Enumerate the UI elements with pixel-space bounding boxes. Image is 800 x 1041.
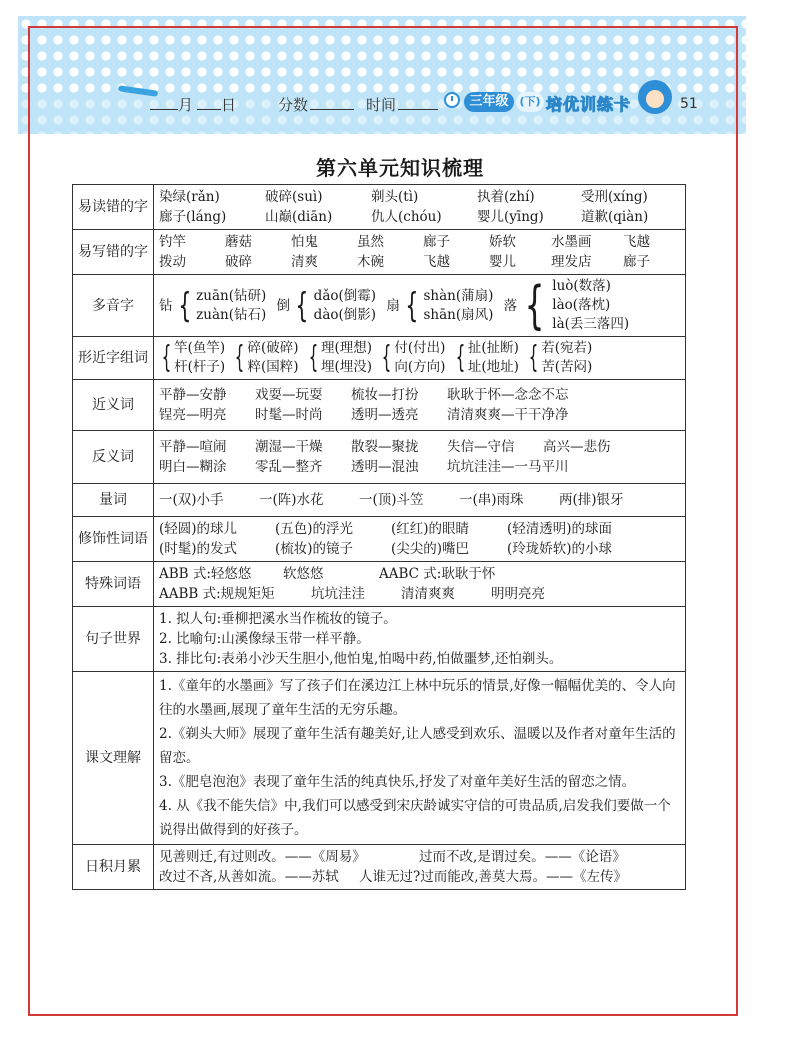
list-line	[159, 405, 680, 425]
list-item: shàn(蒲扇)	[423, 287, 494, 304]
list-item: 剃头(tì)	[371, 189, 419, 205]
row-content	[154, 275, 686, 337]
polyphone-char: 倒	[276, 297, 291, 314]
category-label: 形近字组词	[73, 337, 154, 380]
list-item: 粹(国粹)	[247, 359, 299, 375]
table-row-easy-read	[73, 185, 686, 230]
list-item: 一(双)小手	[159, 492, 224, 508]
page-number: 51	[680, 96, 698, 112]
table-row-similar-shape	[73, 337, 686, 380]
list-item: 耿耿于怀—念念不忘	[447, 387, 569, 403]
list-item: 两(排)银牙	[559, 492, 624, 508]
brace-icon: {	[308, 340, 319, 375]
table-row-measure-words	[73, 484, 686, 517]
list-line	[159, 437, 680, 457]
row-content	[154, 484, 686, 517]
list-item: AABC 式:耿耿于怀	[379, 566, 496, 582]
list-item: 时髦—时尚	[255, 407, 323, 423]
list-item: dǎo(倒霉)	[313, 287, 377, 304]
day-label: 日	[221, 96, 237, 114]
row-content	[154, 185, 686, 230]
brace-icon: {	[528, 340, 539, 375]
list-item: 1.《童年的水墨画》写了孩子们在溪边江上林中玩乐的情景,好像一幅幅优美的、令人向往的水墨画,展现了童年生活的无穷乐趣。	[159, 678, 676, 718]
list-item: 锃亮—明亮	[159, 407, 227, 423]
list-item: 散裂—聚拢	[351, 439, 419, 455]
list-item: 怕鬼	[291, 234, 318, 250]
category-label: 修饰性词语	[73, 517, 154, 562]
list-item: 飞越	[623, 234, 650, 250]
list-line	[159, 207, 680, 227]
list-item: 木碗	[357, 254, 384, 270]
category-label: 多音字	[73, 275, 154, 337]
row-content	[154, 845, 686, 890]
list-item: 执着(zhí)	[477, 189, 535, 205]
list-item: 飞越	[423, 254, 450, 270]
brand-title: 培优训练卡	[546, 95, 632, 114]
brace-icon: {	[455, 340, 466, 375]
row-content	[154, 607, 686, 672]
char-pair	[379, 339, 445, 377]
list-item: 向(方向)	[394, 359, 446, 375]
list-item: 道歉(qiàn)	[581, 209, 649, 225]
month-label: 月	[178, 96, 194, 114]
list-item: 婴儿(yīng)	[477, 209, 544, 225]
page-title: 第六单元知识梳理	[316, 156, 484, 180]
list-item: 娇软	[489, 234, 516, 250]
list-item: 竿(鱼竿)	[174, 340, 226, 356]
list-item: 一(串)雨珠	[459, 492, 524, 508]
list-item: 明明亮亮	[491, 586, 545, 602]
list-item: 廊子	[423, 234, 450, 250]
list-item: 透明—混浊	[351, 459, 419, 475]
list-item: 潮湿—干燥	[255, 439, 323, 455]
list-item: (时髦)的发式	[159, 541, 238, 557]
list-item: ABB 式:轻悠悠	[159, 566, 252, 582]
row-content	[154, 672, 686, 845]
list-item: 廊子	[623, 254, 650, 270]
list-item: 3.《肥皂泡泡》表现了童年生活的纯真快乐,抒发了对童年美好生活的留恋之情。	[159, 774, 636, 790]
list-item: 一(顶)斗笠	[359, 492, 424, 508]
list-item: (轻圆)的球儿	[159, 521, 238, 537]
list-item: 破碎(suì)	[265, 189, 323, 205]
list-item: lào(落枕)	[552, 297, 611, 313]
polyphone-group	[504, 277, 630, 334]
time-label: 时间	[366, 96, 397, 114]
list-item: 婴儿	[489, 254, 516, 270]
list-line	[159, 187, 680, 207]
list-item: AABB 式:规规矩矩	[159, 586, 275, 602]
brace-icon: {	[295, 285, 309, 326]
list-item: 软悠悠	[283, 566, 324, 582]
list-item: 1. 拟人句:垂柳把溪水当作梳妆的镜子。	[159, 611, 397, 627]
list-item: 4. 从《我不能失信》中,我们可以感受到宋庆龄诚实守信的可贵品质,启发我们要做一个说得出做得到的好孩子。	[159, 798, 671, 838]
list-item: 受刑(xíng)	[581, 189, 648, 205]
list-item: 梳妆—打扮	[351, 387, 419, 403]
score-label: 分数	[278, 96, 309, 114]
table-row-polyphonic	[73, 275, 686, 337]
list-item: 人谁无过?过而能改,善莫大焉。——《左传》	[359, 869, 628, 885]
list-item: luò(数落)	[552, 278, 611, 294]
list-item: 廊子(láng)	[159, 209, 227, 225]
list-item: 理发店	[551, 254, 592, 270]
volume-pill: (下)	[516, 92, 544, 112]
list-item: 改过不吝,从善如流。——苏轼	[159, 869, 339, 885]
category-label: 课文理解	[73, 672, 154, 845]
char-pair	[232, 339, 298, 377]
brace-icon: {	[382, 340, 392, 375]
list-item: 明白—糊涂	[159, 459, 227, 475]
list-item: 2.《剃头大师》展现了童年生活有趣美好,让人感受到欢乐、温暖以及作者对童年生活的留恋。	[159, 726, 676, 766]
list-item: shān(扇风)	[423, 306, 494, 323]
list-item: 零乱—整齐	[255, 459, 323, 475]
table-row-easy-write	[73, 230, 686, 275]
list-item: 透明—透亮	[351, 407, 419, 423]
list-item: 失信—守信	[447, 439, 515, 455]
list-item: zuàn(钻石)	[196, 306, 267, 323]
list-item: (尖尖的)嘴巴	[391, 541, 470, 557]
row-content	[154, 517, 686, 562]
category-label: 易写错的字	[73, 230, 154, 275]
table-row-sentences	[73, 607, 686, 672]
category-label: 易读错的字	[73, 185, 154, 230]
list-line	[159, 457, 680, 477]
list-item: 高兴—悲伤	[543, 439, 611, 455]
grade-pill: 三年级	[464, 92, 514, 112]
polyphone-char: 落	[503, 297, 518, 314]
list-item: 过而不改,是谓过矣。——《论语》	[419, 849, 626, 865]
list-item: (玲珑娇软)的小球	[507, 541, 613, 557]
brace-icon: {	[177, 285, 191, 326]
category-label: 特殊词语	[73, 562, 154, 607]
list-line	[159, 847, 680, 867]
list-item: 坑坑洼洼	[311, 586, 365, 602]
list-item: 理(理想)	[320, 340, 373, 356]
list-item: 扯(扯断)	[467, 340, 519, 356]
list-item: 虽然	[357, 234, 384, 250]
list-item: 水墨画	[551, 234, 592, 250]
table-row-synonyms	[73, 380, 686, 431]
list-item: 清清爽爽	[401, 586, 455, 602]
list-item: 蘑菇	[225, 234, 252, 250]
list-item: dào(倒影)	[313, 306, 377, 323]
brace-icon: {	[235, 340, 245, 375]
row-content	[154, 337, 686, 380]
char-pair	[159, 339, 225, 377]
list-item: (梳妆)的镜子	[275, 541, 354, 557]
table-row-antonyms	[73, 431, 686, 484]
list-item: 一(阵)水花	[259, 492, 324, 508]
polyphone-group	[386, 287, 493, 325]
list-item: 若(宛若)	[541, 340, 593, 356]
row-content	[154, 562, 686, 607]
list-item: (五色)的浮光	[275, 521, 354, 537]
char-pair	[526, 339, 592, 377]
list-line	[159, 385, 680, 405]
list-item: zuān(钻研)	[196, 287, 267, 304]
list-line	[159, 252, 680, 272]
list-item: 平静—喧闹	[159, 439, 227, 455]
table-row-daily-accumulation	[73, 845, 686, 890]
list-line	[159, 539, 680, 559]
row-content	[154, 380, 686, 431]
list-line	[159, 519, 680, 539]
list-item: 染绿(rǎn)	[159, 189, 220, 205]
row-content	[154, 230, 686, 275]
list-item: 苦(苦闷)	[541, 359, 593, 375]
row-content	[154, 431, 686, 484]
list-line	[159, 232, 680, 252]
list-item: là(丢三落四)	[552, 316, 630, 332]
list-item: 破碎	[225, 254, 252, 270]
brace-icon: {	[161, 340, 172, 375]
list-item: 坑坑洼洼—一马平川	[447, 459, 569, 475]
category-label: 反义词	[73, 431, 154, 484]
list-item: 拨动	[159, 254, 186, 270]
knowledge-table	[72, 184, 686, 890]
polyphone-group	[159, 287, 266, 325]
list-item: 清爽	[291, 254, 318, 270]
char-pair	[453, 339, 519, 377]
polyphone-char: 钻	[159, 297, 173, 314]
category-label: 近义词	[73, 380, 154, 431]
list-item: (轻清透明)的球面	[507, 521, 613, 537]
table-row-special-words	[73, 562, 686, 607]
list-line	[159, 867, 680, 887]
list-item: 3. 排比句:表弟小沙天生胆小,他怕鬼,怕喝中药,怕做噩梦,还怕剃头。	[159, 651, 563, 667]
list-line	[159, 584, 680, 604]
list-item: 山巅(diān)	[265, 209, 333, 225]
list-item: 埋(埋没)	[320, 359, 373, 375]
list-line	[159, 564, 680, 584]
table-row-comprehension	[73, 672, 686, 845]
list-item: 2. 比喻句:山溪像绿玉带一样平静。	[159, 631, 370, 647]
list-item: 碎(破碎)	[247, 340, 299, 356]
list-item: 仇人(chóu)	[371, 209, 442, 225]
category-label: 日积月累	[73, 845, 154, 890]
list-item: 付(付出)	[394, 340, 446, 356]
table-row-modifiers	[73, 517, 686, 562]
char-pair	[306, 339, 372, 377]
polyphone-group	[277, 287, 377, 325]
list-item: 戏耍—玩耍	[255, 387, 323, 403]
list-item: 址(地址)	[467, 359, 519, 375]
category-label: 句子世界	[73, 607, 154, 672]
list-item: 杆(杆子)	[174, 359, 226, 375]
category-label: 量词	[73, 484, 154, 517]
list-item: (红红)的眼睛	[391, 521, 470, 537]
polyphone-char: 扇	[386, 297, 400, 314]
list-item: 平静—安静	[159, 387, 227, 403]
list-item: 钓竿	[159, 234, 186, 250]
brace-icon: {	[405, 285, 419, 326]
list-item: 清清爽爽—干干净净	[447, 407, 569, 423]
list-item: 见善则迁,有过则改。——《周易》	[159, 849, 366, 865]
brace-icon: {	[524, 275, 545, 336]
